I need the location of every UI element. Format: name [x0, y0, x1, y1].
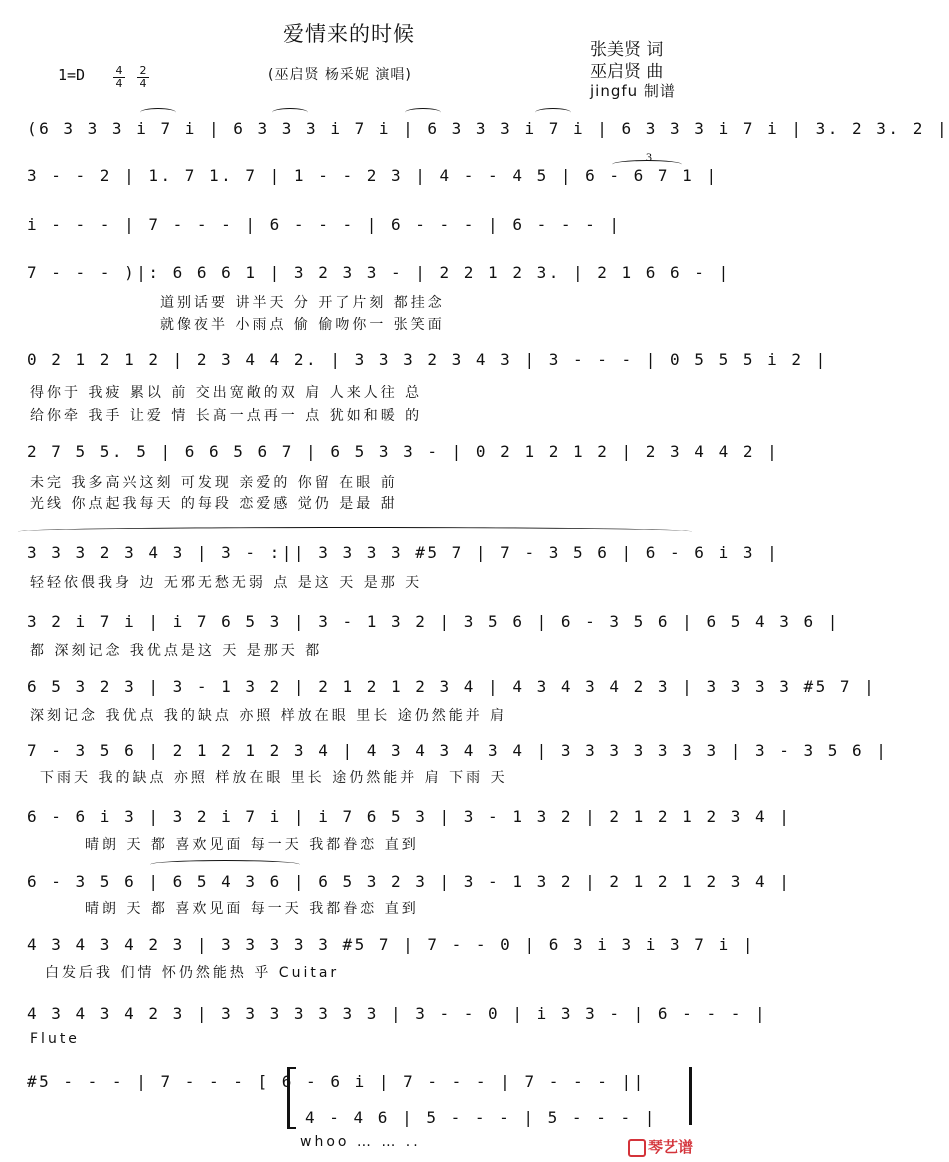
score-notes: 4 3 4 3 4 2 3 | 3 3 3 3 3 #5 7 | 7 - - 0 | 6 3 i 3 i 3 7 i | [27, 935, 755, 954]
score-notes: 4 3 4 3 4 2 3 | 3 3 3 3 3 3 3 | 3 - - 0 | i 3 3 - | 6 - - - | [27, 1004, 768, 1023]
lyric-line-1: 道别话要 讲半天 分 开了片刻 都挂念 [160, 295, 445, 311]
lyric-line-1: 轻轻依偎我身 边 无邪无愁无弱 点 是这 天 是那 天 [30, 575, 423, 591]
score-row [27, 118, 949, 140]
score-notes: 7 - - - )|: 6 6 6 1 | 3 2 3 3 - | 2 2 1 2 3. | 2 1 6 6 - | [27, 263, 731, 282]
score-row [27, 441, 780, 463]
lyric-line-2: 就像夜半 小雨点 偷 偷吻你一 张笑面 [160, 317, 445, 333]
score-row [27, 262, 731, 284]
score-notes: 3 - - 2 | 1. 7 1. 7 | 1 - - 2 3 | 4 - - 4 5 | 6 - 6 7 1 | [27, 166, 719, 185]
score-notes: 6 - 3 5 6 | 6 5 4 3 6 | 6 5 3 2 3 | 3 - 1 3 2 | 2 1 2 1 2 3 4 | [27, 872, 792, 891]
score-row [27, 214, 690, 236]
score-row [27, 1003, 768, 1025]
meter-top: 2 [139, 64, 147, 77]
score-row [27, 806, 792, 828]
lyric-line-1: 深刻记念 我优点 我的缺点 亦照 样放在眼 里长 途仍然能并 肩 [30, 708, 508, 724]
score-row [27, 740, 889, 762]
lyric-line-1: 未完 我多高兴这刻 可发现 亲爱的 你留 在眼 前 [30, 475, 398, 491]
score-notes: i - - - | 7 - - - | 6 - - - | 6 - - - | 6 - - - | [27, 215, 622, 234]
score-notes: (6 3 3 3 i 7 i | 6 3 3 3 i 7 i | 6 3 3 3 i 7 i | 6 3 3 3 i 7 i | 3. 2 3. 2 | [27, 119, 949, 138]
score-row-lower [305, 1107, 690, 1129]
score-notes: 7 - 3 5 6 | 2 1 2 1 2 3 4 | 4 3 4 3 4 3 4 | 3 3 3 3 3 3 3 | 3 - 3 5 6 | [27, 741, 889, 760]
key-signature: 1=D [58, 66, 86, 84]
time-signature-2 [137, 66, 149, 89]
lyric-line-1: Flute [30, 1031, 80, 1047]
slur [272, 108, 308, 117]
score-notes: 3 3 3 2 3 4 3 | 3 - :|| 3 3 3 3 #5 7 | 7 - 3 5 6 | 6 - 6 i 3 | [27, 543, 780, 562]
lyricist-credit: 张美贤 词 [590, 40, 664, 60]
score-notes: 6 - 6 i 3 | 3 2 i 7 i | i 7 6 5 3 | 3 - 1 3 2 | 2 1 2 1 2 3 4 | [27, 807, 792, 826]
score-row [27, 349, 828, 371]
score-row [27, 165, 719, 187]
music-note-icon [628, 1139, 646, 1157]
system-bracket [287, 1067, 296, 1129]
meter-bottom: 4 [115, 77, 123, 90]
lyric-line-1: 都 深刻记念 我优点是这 天 是那天 都 [30, 643, 323, 659]
lyric-line-1: 晴朗 天 都 喜欢见面 每一天 我都眷恋 直到 [85, 901, 419, 917]
score-row [27, 611, 840, 633]
score-row [27, 871, 792, 893]
score-notes: 3 2 i 7 i | i 7 6 5 3 | 3 - 1 3 2 | 3 5 6 | 6 - 3 5 6 | 6 5 4 3 6 | [27, 612, 840, 631]
arranger-credit: jingfu 制谱 [590, 82, 676, 100]
triplet-mark: 3 [646, 150, 652, 164]
phrase-slur [18, 527, 692, 536]
meter-bottom: 4 [139, 77, 147, 90]
slur [140, 108, 176, 117]
composer-credit: 巫启贤 曲 [590, 62, 664, 82]
slur [405, 108, 441, 117]
score-notes: #5 - - - | 7 - - - [ 6 - 6 i | 7 - - - | 7 - - - || [27, 1072, 646, 1091]
score-notes: 4 - 4 6 | 5 - - - | 5 - - - | [305, 1108, 657, 1127]
lyric-line-1: 白发后我 们情 怀仍然能热 乎 Cuitar [45, 965, 340, 981]
time-signature-1 [113, 66, 125, 89]
score-row [27, 542, 780, 564]
slur [150, 860, 300, 869]
score-row [27, 934, 755, 956]
score-notes: 2 7 5 5. 5 | 6 6 5 6 7 | 6 5 3 3 - | 0 2 1 2 1 2 | 2 3 4 4 2 | [27, 442, 780, 461]
lyric-line-1: 晴朗 天 都 喜欢见面 每一天 我都眷恋 直到 [85, 837, 419, 853]
lyric-line-1: 下雨天 我的缺点 亦照 样放在眼 里长 途仍然能并 肩 下雨 天 [40, 770, 508, 786]
logo-text: 琴艺谱 [648, 1138, 694, 1156]
meter-top: 4 [115, 64, 123, 77]
lyric-line-1: 得你于 我疲 累以 前 交出宽敞的双 肩 人来人往 总 [30, 385, 423, 401]
score-notes: 0 2 1 2 1 2 | 2 3 4 4 2. | 3 3 3 2 3 4 3 | 3 - - - | 0 5 5 5 i 2 | [27, 350, 828, 369]
score-row [27, 676, 877, 698]
lyric-line-1: whoo … … .. [300, 1134, 421, 1150]
lyric-line-2: 给你牵 我手 让爱 情 长髙一点再一 点 犹如和暖 的 [30, 408, 423, 424]
song-subtitle: (巫启贤 杨采妮 演唱) [268, 67, 412, 83]
score-row [27, 1071, 690, 1093]
song-title: 爱情来的时候 [283, 22, 415, 46]
lyric-line-2: 光线 你点起我每天 的每段 恋爱感 觉仍 是最 甜 [30, 496, 398, 512]
final-barline [689, 1067, 692, 1125]
slur [535, 108, 571, 117]
site-logo [628, 1136, 693, 1157]
score-notes: 6 5 3 2 3 | 3 - 1 3 2 | 2 1 2 1 2 3 4 | 4 3 4 3 4 2 3 | 3 3 3 3 #5 7 | [27, 677, 877, 696]
